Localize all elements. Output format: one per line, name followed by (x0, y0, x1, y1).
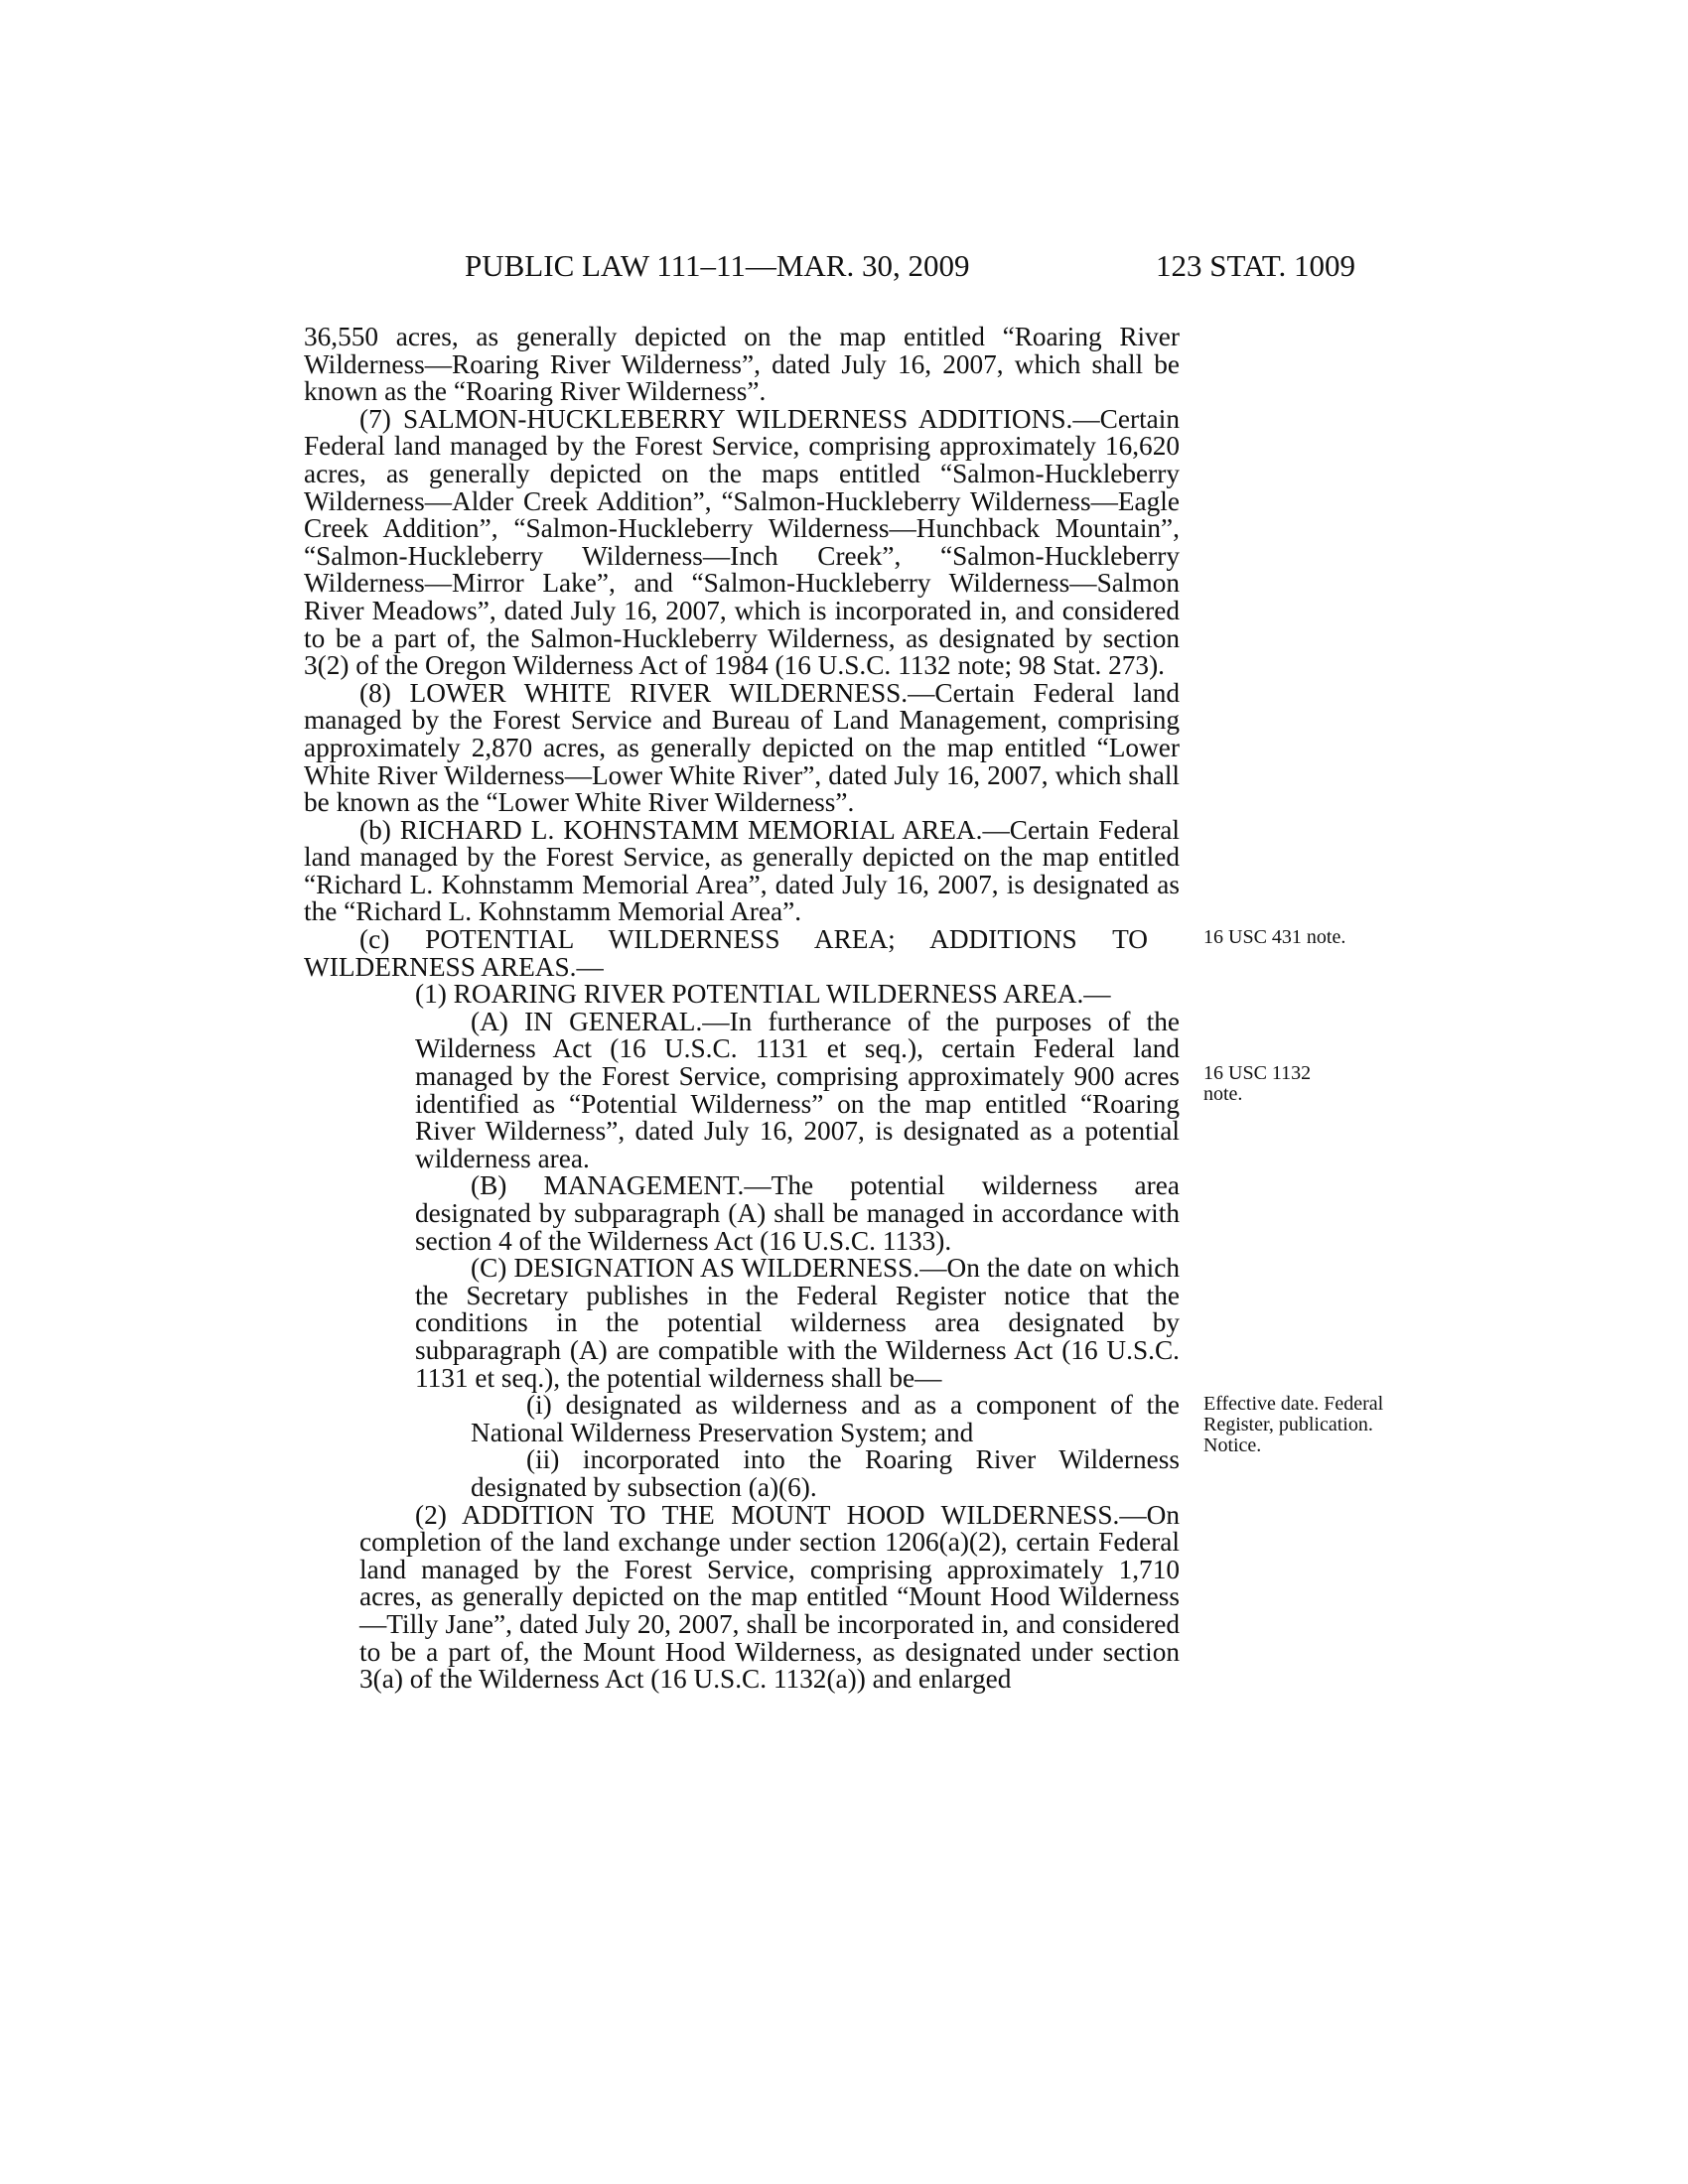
subsection-b: (b) RICHARD L. KOHNSTAMM MEMORIAL AREA.—Certain Federal land managed by the Forest Service, as generally depicted on the map entitled “Richard L. Kohnstamm Memorial Area”, dated July 16, 2007, is designated as the “Richard L. Kohnstamm Memorial Area”. (304, 814, 1180, 927)
page-header-stat: 123 STAT. 1009 (1156, 248, 1356, 283)
paragraph-c1-heading: (1) ROARING RIVER POTENTIAL WILDERNESS AREA.— (415, 979, 1111, 1010)
subparagraph-A: (A) IN GENERAL.—In furtherance of the purposes of the Wilderness Act (16 U.S.C. 1131 et seq.), certain Federal land managed by the Forest Service, comprising approximately 900 acres identified as “Potential Wilderness” on the map entitled “Roaring River Wilderness”, dated July 16, 2007, is designated as a potential wilderness area. (415, 1006, 1180, 1173)
paragraph-7: (7) SALMON-HUCKLEBERRY WILDERNESS ADDITIONS.—Certain Federal land managed by the Forest Service, comprising approximately 16,620 acres, as generally depicted on the maps entitled “Salmon-Huckleberry Wilderness—Alder Creek Addition”, “Salmon-Huckleberry Wilderness—Eagle Creek Addition”, “Salmon-Huckleberry Wilderness—Hunchback Mountain”, “Salmon-Huckleberry Wilderness—Inch Creek”, “Salmon-Huckleberry Wilderness—Mirror Lake”, and “Salmon-Huckleberry Wilderness—Salmon River Meadows”, dated July 16, 2007, which is incorporated in, and considered to be a part of, the Salmon-Huckleberry Wilderness, as designated by section 3(2) of the Oregon Wilderness Act of 1984 (16 U.S.C. 1132 note; 98 Stat. 273). (304, 403, 1180, 681)
paragraph-continuation: 36,550 acres, as generally depicted on the map entitled “Roaring River Wilderness—Roaring River Wilderness”, dated July 16, 2007, which shall be known as the “Roaring River Wilderness”. (304, 322, 1180, 407)
paragraph-8: (8) LOWER WHITE RIVER WILDERNESS.—Certain Federal land managed by the Forest Service and Bureau of Land Management, comprising approximately 2,870 acres, as generally depicted on the map entitled “Lower White River Wilderness—Lower White River”, dated July 16, 2007, which shall be known as the “Lower White River Wilderness”. (304, 677, 1180, 818)
clause-ii: (ii) incorporated into the Roaring River Wilderness designated by subsection (a)(6). (471, 1444, 1180, 1502)
subparagraph-B: (B) MANAGEMENT.—The potential wilderness area designated by subparagraph (A) shall be managed in accordance with section 4 of the Wilderness Act (16 U.S.C. 1133). (415, 1170, 1180, 1256)
subsection-c-heading: (c) POTENTIAL WILDERNESS AREA; ADDITIONS TO WILDERNESS AREAS.— (304, 924, 1148, 982)
margin-note-usc-1132: 16 USC 1132 note. (1203, 1062, 1312, 1105)
page-header-title: PUBLIC LAW 111–11—MAR. 30, 2009 (465, 248, 970, 283)
subparagraph-C: (C) DESIGNATION AS WILDERNESS.—On the date on which the Secretary publishes in the Federal Register notice that the conditions in the potential wilderness area designated by subparagraph (A) are compatible with the Wilderness Act (16 U.S.C. 1131 et seq.), the potential wilderness shall be— (415, 1253, 1180, 1393)
paragraph-c2: (2) ADDITION TO THE MOUNT HOOD WILDERNESS.—On completion of the land exchange under section 1206(a)(2), certain Federal land managed by the Forest Service, comprising approximately 1,710 acres, as generally depicted on the map entitled “Mount Hood Wilderness—Tilly Jane”, dated July 20, 2007, shall be incorporated in, and considered to be a part of, the Mount Hood Wilderness, as designated under section 3(a) of the Wilderness Act (16 U.S.C. 1132(a)) and enlarged (359, 1499, 1180, 1695)
margin-note-effective-date: Effective date. Federal Register, publication. Notice. (1203, 1393, 1384, 1456)
statute-body (304, 324, 1180, 1694)
clause-i: (i) designated as wilderness and as a component of the National Wilderness Preservation System; and (471, 1390, 1180, 1447)
margin-note-usc-431: 16 USC 431 note. (1203, 926, 1346, 948)
